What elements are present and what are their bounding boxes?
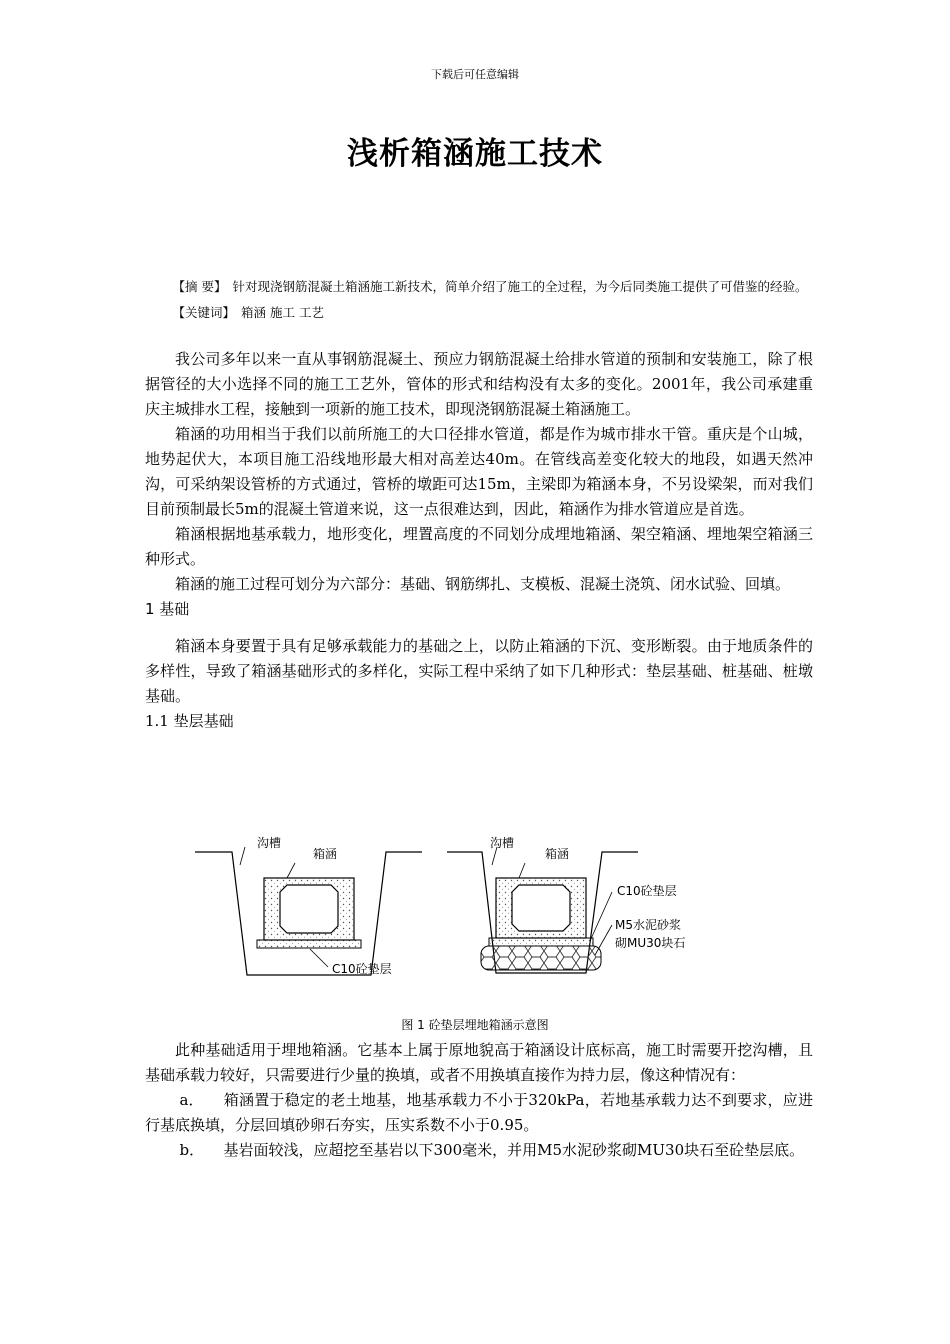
list-item-text: 基岩面较浅，应超挖至基岩以下300毫米，并用M5水泥砂浆砌MU30块石至砼垫层底。 [223, 1141, 805, 1159]
figure-diagram [0, 825, 950, 1010]
keywords-text: 箱涵 施工 工艺 [241, 305, 324, 320]
right-stone-label-1: M5水泥砂浆 [615, 918, 681, 932]
left-diagram [195, 835, 422, 976]
body-after-figure [145, 1038, 813, 1163]
list-item [145, 1138, 813, 1163]
abstract-block [145, 275, 813, 324]
paragraph: 箱涵本身要置于具有足够承载能力的基础之上，以防止箱涵的下沉、变形断裂。由于地质条件的多样性，导致了箱涵基础形式的多样化，实际工程中采纳了如下几种形式：垫层基础、桩基础、桩墩基础。 [145, 637, 813, 705]
list-item-label: b． [179, 1141, 205, 1159]
left-culvert-label: 箱涵 [313, 847, 338, 861]
abstract-text: 针对现浇钢筋混凝土箱涵施工新技术，简单介绍了施工的全过程，为今后同类施工提供了可借鉴的经验。 [232, 279, 808, 294]
body-intro [145, 347, 813, 734]
left-cushion-label: C10砼垫层 [332, 962, 392, 976]
abstract [145, 275, 813, 298]
subsection-heading: 1.1 垫层基础 [145, 712, 234, 730]
header-note: 下载后可任意编辑 [431, 68, 519, 81]
right-stone-layer [481, 946, 601, 970]
right-trench-label: 沟槽 [490, 836, 515, 850]
right-box-culvert [496, 878, 586, 938]
right-cushion-label: C10砼垫层 [617, 884, 677, 898]
list-item [145, 1088, 813, 1138]
list-item-text: 箱涵置于稳定的老土地基，地基承载力不小于320kPa，若地基承载力达不到要求，应进行基底换填，分层回填砂卵石夯实，压实系数不小于0.95。 [145, 1091, 813, 1134]
right-stone-label-2: 砌MU30块石 [615, 936, 686, 950]
left-trench-label: 沟槽 [257, 836, 282, 850]
paragraph: 此种基础适用于埋地箱涵。它基本上属于原地貌高于箱涵设计底标高，施工时需要开挖沟槽，且基础承载力较好，只需要进行少量的换填，或者不用换填直接作为持力层，像这种情况有： [145, 1041, 813, 1084]
right-cushion-layer [489, 938, 593, 946]
section-heading: 1 基础 [145, 600, 190, 618]
paragraph: 箱涵的功用相当于我们以前所施工的大口径排水管道，都是作为城市排水干管。重庆是个山城，地势起伏大，本项目施工沿线地形最大相对高差达40m。在管线高差变化较大的地段，如遇天然冲沟，可采纳架设管桥的方式通过，管桥的墩距可达15m，主梁即为箱涵本身，不另设梁架，而对我们目前预制最长5m的混凝土管道来说，这一点很难达到，因此，箱涵作为排水管道应是首选。 [145, 425, 813, 518]
left-box-culvert [264, 878, 354, 940]
paragraph: 箱涵根据地基承载力，地形变化，埋置高度的不同划分成埋地箱涵、架空箱涵、埋地架空箱涵三种形式。 [145, 525, 813, 568]
abstract-label: 【摘 要】 [172, 279, 227, 294]
left-cushion-layer [257, 940, 361, 948]
paragraph: 箱涵的施工过程可划分为六部分：基础、钢筋绑扎、支模板、混凝土浇筑、闭水试验、回填。 [175, 575, 791, 593]
right-culvert-label: 箱涵 [545, 847, 570, 861]
right-diagram [447, 835, 685, 973]
list-item-label: a． [179, 1091, 204, 1109]
document-title: 浅析箱涵施工技术 [347, 136, 603, 172]
figure-caption: 图 1 砼垫层埋地箱涵示意图 [401, 1018, 549, 1032]
keywords-label: 【关键词】 [172, 305, 236, 320]
keywords [145, 301, 813, 324]
paragraph: 我公司多年以来一直从事钢筋混凝土、预应力钢筋混凝土给排水管道的预制和安装施工，除了根据管径的大小选择不同的施工工艺外，管体的形式和结构没有太多的变化。2001年，我公司承建重庆主城排水工程，接触到一项新的施工技术，即现浇钢筋混凝土箱涵施工。 [145, 350, 813, 418]
